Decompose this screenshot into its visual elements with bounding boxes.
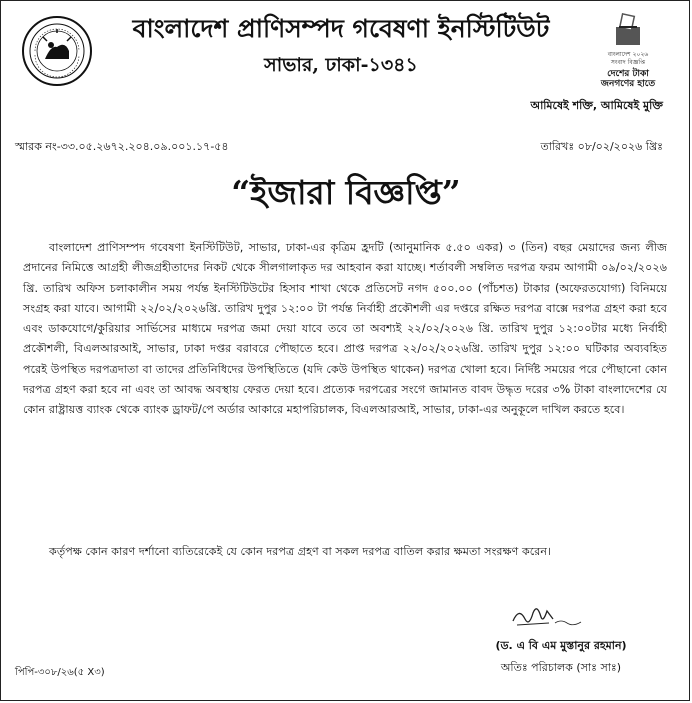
notice-title: “ইজারা বিজ্ঞপ্তি” bbox=[231, 173, 461, 212]
badge-line-3: দেশের টাকা bbox=[607, 69, 649, 79]
badge-line-2: সংবাদ বিজ্ঞপ্তি bbox=[610, 59, 646, 66]
publication-reference-code: পিপি-৩০৮/২৬(৫ X৩) bbox=[15, 667, 105, 678]
notice-body-paragraph: বাংলাদেশ প্রাণিসম্পদ গবেষণা ইনস্টিটিউট, সাভার, ঢাকা-এর কৃত্রিম হ্রদটি (আনুমানিক ৫.৫০ একর) ৩ (তিন) বছর মেয়াদের জন্য লীজ প্রদানের নিমিত্তে আগ্রহী লীজগ্রহীতাদের নিকট থেকে সীলগালাকৃত দর আহবান করা যাচ্ছে। শর্তাবলী সম্বলিত দরপত্র ফরম আগামী ০৯/০২/২০২৬ খ্রি. তারিখ অফিস চলাকালীন সময় পর্যন্ত ইনস্টিটিউটের হিসাব শাখা থেকে প্রতিসেট নগদ ৫০০.০০ (পাঁচশত) টাকার (অফেরতযোগ্য) বিনিময়ে সংগ্রহ করা যাবে। আগামী ২২/০২/২০২৬খ্রি. তারিখ দুপুর ১২:০০ টা পর্যন্ত নির্বাহী প্রকৌশলী এর দপ্তরে রক্ষিত দরপত্র বাক্সে দরপত্র গ্রহণ করা হবে এবং ডাকযোগে/কুরিয়ার সার্ভিসের মাধ্যমে দরপত্র জমা দেয়া যাবে তবে তা অবশ্যই ২২/০২/২০২৬ খ্রি. তারিখ দুপুর ১২:০০টার মধ্যে নির্বাহী প্রকৌশলী, বিএলআরআই, সাভার, ঢাকা দপ্তর বরাবরে পৌছাতে হবে। প্রাপ্ত দরপত্র ২২/০২/২০২৬খ্রি. তারিখ দুপুর ১২:০০ ঘটিকার অব্যবহিত পরেই উপস্থিত দরপত্রদাতা বা তাদের প্রতিনিধিদের উপস্থিতিতে (যদি কেউ উপস্থিত থাকেন) দরপত্র খোলা হবে। নির্দিষ্ট সময়ের পরে পৌছানো কোন দরপত্র গ্রহণ করা হবে না এবং তা আবদ্ধ অবস্থায় ফেরত দেয়া হবে। প্রত্যেক দরপত্রের সংগে জামানত বাবদ উদ্ধৃত দরের ৩% টাকা বাংলাদেশের যে কোন রাষ্ট্রায়ত্ত ব্যাংক থেকে ব্যাংক ড্রাফট/পে অর্ডার আকারে মহাপরিচালক, বিএলআরআই, সাভার, ঢাকা-এর অনুকূলে দাখিল করতে হবে। bbox=[23, 241, 667, 417]
campaign-badge bbox=[587, 11, 669, 93]
badge-line-4: জনগণের হাতে bbox=[600, 79, 656, 89]
signatory-designation: অতিঃ পরিচালক (সাঃ সাঃ) bbox=[500, 661, 622, 674]
institute-name: বাংলাদেশ প্রাণিসম্পদ গবেষণা ইনস্টিটিউট bbox=[132, 14, 550, 43]
slogan: আমিষেই শক্তি, আমিষেই মুক্তি bbox=[530, 99, 663, 112]
badge-line-1: বাংলাদেশ ২০২৬ bbox=[607, 51, 649, 58]
handwritten-signature bbox=[509, 599, 591, 633]
notice-date: তারিখঃ ০৮/০২/২০২৬ খ্রিঃ bbox=[540, 140, 663, 153]
institute-logo bbox=[21, 15, 93, 87]
notice-closing-paragraph: কর্তৃপক্ষ কোন কারণ দর্শানো ব্যতিরেকেই যে কোন দরপত্র গ্রহণ বা সকল দরপত্র বাতিল করার ক্ষমতা সংরক্ষণ করেন। bbox=[49, 545, 552, 558]
ballot-box-icon bbox=[613, 13, 643, 47]
memo-number: স্মারক নং-৩৩.০৫.২৬৭২.২০৪.০৯.০০১.১৭-৫৪ bbox=[15, 140, 229, 153]
institute-address: সাভার, ঢাকা-১৩৪১ bbox=[264, 54, 418, 76]
signatory-name: (ড. এ বি এম মুস্তানুর রহমান) bbox=[495, 639, 627, 652]
